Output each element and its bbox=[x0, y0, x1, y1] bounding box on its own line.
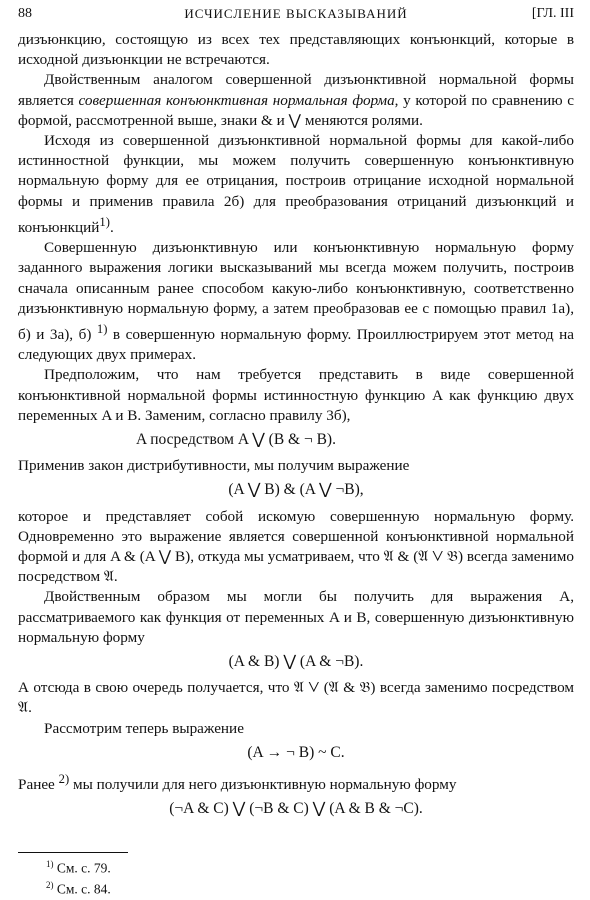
emphasized-term: совершенная конъюнктивная нормальная форма bbox=[78, 91, 395, 109]
paragraph-3-text: Исходя из совершенной дизъюнктивной нормальной формы для какой-либо истинностной функции, мы можем получить совершенную конъюнктивную нормальную форму для ее отрицания, построив отрицание исходной нормальной формы и применив правила 2б) для преобразования отрицаний дизъюнкций и конъюнкций bbox=[18, 132, 574, 236]
paragraph-8: Двойственным образом мы могли бы получить для выражения A, рассматриваемого как функция от переменных A и B, совершенную дизъюнктивную нормальную форму bbox=[18, 588, 574, 646]
formula-5: (¬A & C) ⋁ (¬B & C) ⋁ (A & B & ¬C). bbox=[169, 800, 423, 818]
formula-4: (A → ¬ B) ~ C. bbox=[247, 743, 345, 761]
running-header bbox=[18, 6, 574, 26]
paragraph-9: А отсюда в свою очередь получается, что 𝔄 ⋁ (𝔄 & 𝔅) всегда заменимо посредством 𝔄. bbox=[18, 679, 574, 717]
paragraph-3-end: . bbox=[109, 218, 114, 236]
footnote-text: См. с. 84. bbox=[56, 881, 111, 896]
paragraph-11 bbox=[18, 769, 574, 795]
footnote-1 bbox=[46, 856, 346, 877]
paragraph-1: дизъюнкцию, состоящую из всех тех представляющих конъюнкций, которые в исходной дизъюнкции не встречаются. bbox=[18, 31, 574, 69]
chapter-label: [ГЛ. III bbox=[531, 6, 574, 21]
paragraph-11-start: Ранее bbox=[18, 776, 59, 794]
paragraph-2-start: Двойственным аналогом совершенной дизъюнктивной нормальной формы является bbox=[18, 71, 574, 109]
formula-1: A посредством A ⋁ (B & ¬ B). bbox=[136, 430, 336, 448]
footnote-ref-1b: 1) bbox=[96, 321, 108, 336]
paragraph-4-start: Совершенную дизъюнктивную или конъюнктивную нормальную форму заданного выражения логики высказываний мы всегда можем получить, построив сначала описанным ранее способом какую-либо конъюнктивную, соответственно дизъюнктивную нормальную форму, а затем преобразовав ее с помощью правил 1а), б) и 3а), б) bbox=[18, 239, 574, 343]
footnote-divider bbox=[18, 852, 128, 853]
paragraph-11-end: мы получили для него дизъюнктивную нормальную форму bbox=[69, 776, 457, 794]
paragraph-4 bbox=[18, 238, 574, 365]
paragraph-2-end: , у которой по сравнению с формой, рассмотренной выше, знаки & и ⋁ меняются ролями. bbox=[18, 91, 575, 129]
formula-2: (A ⋁ B) & (A ⋁ ¬B), bbox=[228, 481, 364, 499]
paragraph-2 bbox=[18, 70, 574, 131]
footnote-text: См. с. 79. bbox=[56, 860, 111, 876]
paragraph-5: Предположим, что нам требуется представить в виде совершенной конъюнктивной нормальной формы истинностную функцию A как функцию двух переменных A и B. Заменим, согласно правилу 3б), bbox=[18, 366, 574, 424]
formula-3: (A & B) ⋁ (A & ¬B). bbox=[228, 653, 364, 671]
paragraph-4-end: в совершенную нормальную форму. Проиллюстрируем этот метод на следующих двух примерах. bbox=[18, 325, 574, 364]
page-number: 88 bbox=[18, 6, 32, 21]
footnote-mark: 2) bbox=[46, 879, 54, 890]
footnote-ref-1: 1) bbox=[99, 214, 110, 229]
footnote-mark: 1) bbox=[46, 859, 54, 869]
footnote-ref-2: 2) bbox=[58, 772, 70, 787]
body-text bbox=[18, 30, 574, 826]
paragraph-3 bbox=[18, 131, 574, 238]
running-title: ИСЧИСЛЕНИЕ ВЫСКАЗЫВАНИЙ bbox=[184, 6, 408, 21]
footnotes bbox=[46, 856, 346, 897]
paragraph-10: Рассмотрим теперь выражение bbox=[44, 719, 244, 737]
footnote-2 bbox=[46, 877, 346, 898]
paragraph-6: Применив закон дистрибутивности, мы получим выражение bbox=[18, 457, 410, 475]
paragraph-7: которое и представляет собой искомую совершенную нормальную форму. Одновременно это выражение является совершенной конъюнктивной нормальной формой и для A & (A ⋁ B), откуда мы усматриваем, что 𝔄 & (𝔄 ⋁ 𝔅) всегда заменимо посредством 𝔄. bbox=[18, 507, 574, 586]
